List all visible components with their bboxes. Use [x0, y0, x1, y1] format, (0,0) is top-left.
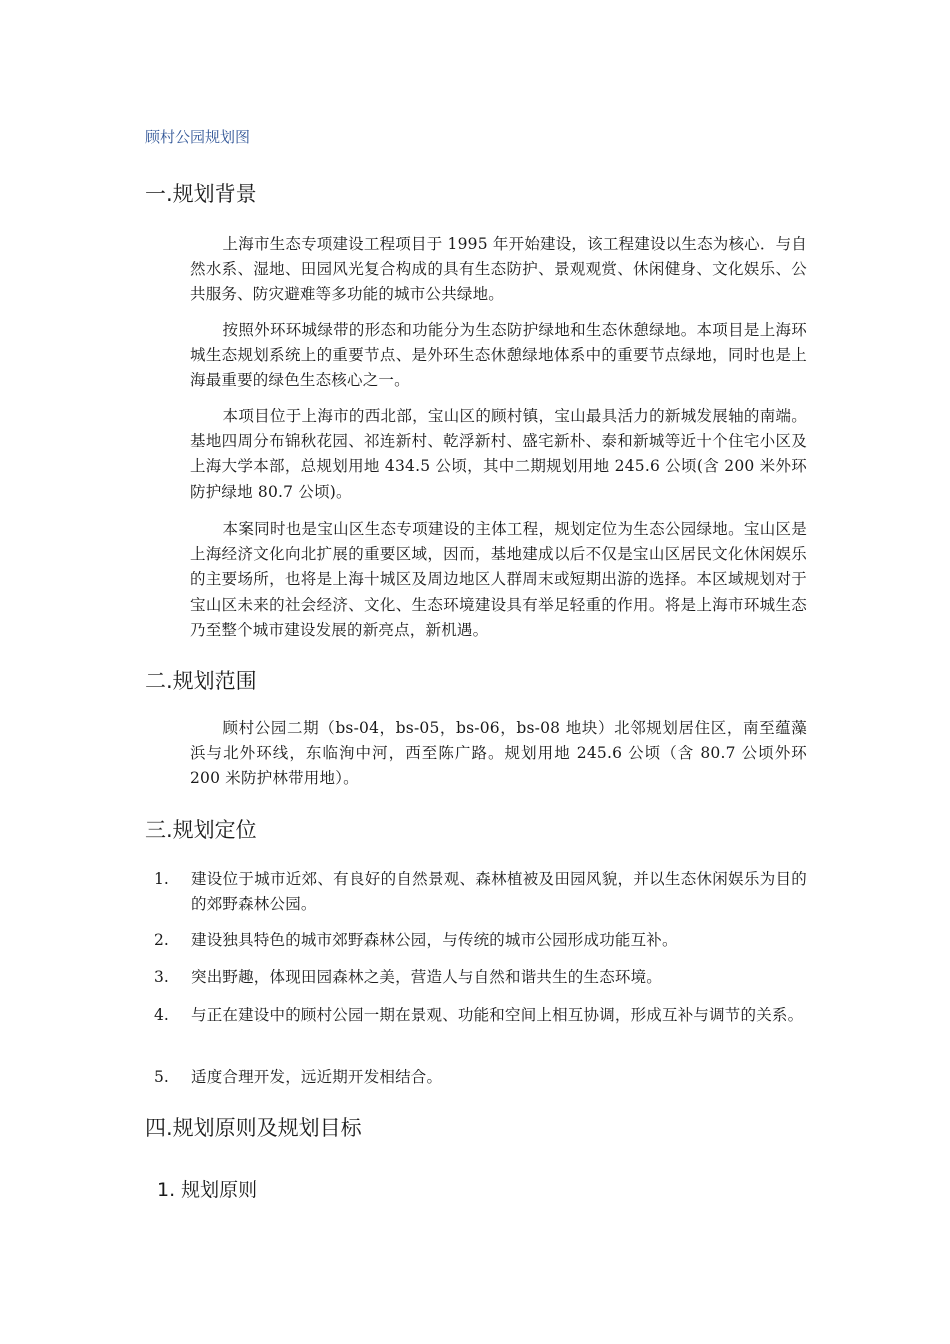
section-heading-scope: 二.规划范围 [145, 669, 257, 693]
list-text: 建设位于城市近郊、有良好的自然景观、森林植被及田园风貌，并以生态休闲娱乐为目的的郊野森林公园。 [191, 870, 807, 914]
paragraph: 本案同时也是宝山区生态专项建设的主体工程，规划定位为生态公园绿地。宝山区是上海经济文化向北扩展的重要区域，因而，基地建成以后不仅是宝山区居民文化休闲娱乐的主要场所，也将是上海十城区及周边地区人群周末或短期出游的选择。本区域规划对于宝山区未来的社会经济、文化、生态环境建设具有举足轻重的作用。将是上海市环城生态乃至整个城市建设发展的新亮点，新机遇。 [190, 520, 807, 639]
list-item [145, 867, 807, 917]
paragraph: 上海市生态专项建设工程项目于 1995 年开始建设，该工程建设以生态为核心．与自然水系、湿地、田园风光复合构成的具有生态防护、景观观赏、休闲健身、文化娱乐、公共服务、防灾避难等多功能的城市公共绿地。 [190, 235, 807, 304]
section-heading-principles-goals: 四.规划原则及规划目标 [145, 1116, 362, 1140]
list-number: 1. [154, 870, 169, 888]
list-text: 建设独具特色的城市郊野森林公园，与传统的城市公园形成功能互补。 [191, 931, 678, 949]
list-text: 与正在建设中的顾村公园一期在景观、功能和空间上相互协调，形成互补与调节的关系。 [191, 1006, 804, 1024]
list-number: 4. [154, 1006, 169, 1024]
section-heading-background: 一.规划背景 [145, 182, 257, 206]
list-number: 2. [154, 931, 169, 949]
list-item [145, 1003, 807, 1028]
document-title-link[interactable]: 顾村公园规划图 [145, 128, 251, 146]
subsection-heading-principles: 1. 规划原则 [157, 1179, 258, 1201]
list-item [145, 965, 807, 990]
paragraph: 按照外环环城绿带的形态和功能分为生态防护绿地和生态休憩绿地。本项目是上海环城生态规划系统上的重要节点、是外环生态休憩绿地体系中的重要节点绿地，同时也是上海最重要的绿色生态核心之一。 [190, 321, 807, 390]
list-number: 3. [154, 968, 169, 986]
list-item [145, 928, 807, 953]
section-heading-positioning: 三.规划定位 [145, 818, 257, 842]
paragraph: 顾村公园二期（bs-04，bs-05，bs-06，bs-08 地块）北邻规划居住区，南至蕴藻浜与北外环线，东临洵中河，西至陈广路。规划用地 245.6 公顷（含 80.7 公顷外环 200 米防护林带用地）。 [190, 719, 807, 788]
list-item [145, 1065, 807, 1090]
paragraph: 本项目位于上海市的西北部，宝山区的顾村镇，宝山最具活力的新城发展轴的南端。基地四周分布锦秋花园、祁连新村、乾浮新村、盛宅新朴、泰和新城等近十个住宅小区及上海大学本部，总规划用地 434.5 公顷，其中二期规划用地 245.6 公顷(含 200 米外环防护绿地 80.7 公顷)。 [190, 407, 807, 501]
list-text: 适度合理开发，远近期开发相结合。 [191, 1068, 443, 1086]
list-text: 突出野趣，体现田园森林之美，营造人与自然和谐共生的生态环境。 [191, 968, 663, 986]
list-number: 5. [154, 1068, 169, 1086]
